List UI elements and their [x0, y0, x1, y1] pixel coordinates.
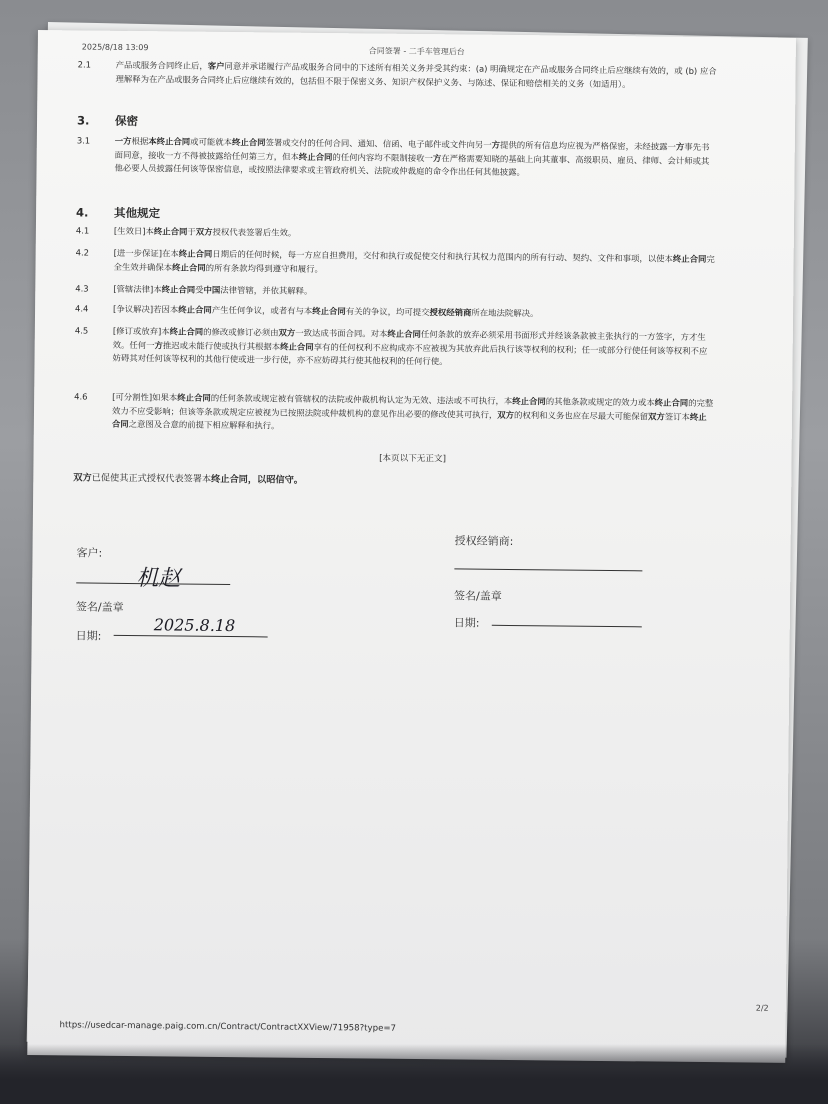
section-heading-other-provisions: 4. 其他规定	[76, 205, 161, 221]
clause-number: 4.2	[75, 247, 90, 258]
clause-number: 4.6	[74, 391, 88, 402]
customer-signature: 机赵	[136, 566, 181, 592]
print-header-title: 合同签署 - 二手车管理后台	[368, 46, 465, 57]
clause-number: 2.1	[77, 59, 92, 70]
dealer-date-label: 日期:	[453, 616, 480, 630]
customer-date-value: 2025.8.18	[153, 615, 236, 636]
section-heading-confidentiality: 3. 保密	[76, 113, 139, 129]
no-further-text-note: [本页以下无正文]	[379, 453, 447, 465]
print-datetime: 2025/8/18 13:09	[81, 42, 149, 53]
clause-number: 3.1	[76, 135, 91, 146]
clause-4-4: 4.4 [争议解决]若因本终止合同产生任何争议，或者有与本终止合同有关的争议，均可提交授权经销商所在地法院解决。	[75, 303, 539, 319]
clause-number: 4.1	[75, 225, 90, 236]
print-url: https://usedcar-manage.paig.com.cn/Contract/ContractXXView/71958?type=7	[59, 1020, 397, 1034]
clause-4-6: 4.6 [可分割性]如果本终止合同的任何条款或规定被有管辖权的法院或仲裁机构认定为无效、违法或不可执行，本终止合同的其他条款或规定的效力或本终止合同的完整效力不应受影响；但该等条款或规定应被视为已按照法院或仲裁机构的意见作出必要的修改使其可执行，双方的权利和义务也应在尽最大可能保留双方签订本终止合同之意图及合意的前提下相应解释和执行。	[74, 391, 714, 431]
page-number: 2/2	[755, 1003, 769, 1013]
clause-number: 4.5	[74, 325, 89, 336]
clause-4-5: 4.5 [修订或放弃]本终止合同的修改或修订必须由双方一致达成书面合同。对本终止合同任何条款的放弃必须采用书面形式并经该条款被主张执行的一方签字，方才生效。任何一方推迟或未能行使或执行其根据本终止合同享有的任何权利不应构成亦不应被视为其放弃此后执行该等权利的权利；任一或部分行使任何该等权利不应妨碍其对任何该等权利的其他行使或进一步行使，亦不应妨碍其行使其他权利的任何行使。	[74, 325, 708, 367]
clause-number: 4.3	[75, 283, 89, 294]
clause-number: 4.4	[75, 303, 89, 314]
clause-4-3: 4.3 [管辖法律]本终止合同受中国法律管辖，并依其解释。	[75, 283, 313, 296]
dealer-label: 授权经销商:	[454, 534, 514, 549]
dealer-sign-seal-label: 签名/盖章	[454, 589, 502, 603]
clause-2-1: 2.1 产品或服务合同终止后，客户同意并承诺履行产品或服务合同中的下述所有相关义务并受其约束：(a) 明确规定在产品或服务合同终止后应继续有效的，或 (b) 应合理解释为在产品或服务合同终止后应继续有效的，包括但不限于保密义务、知识产权保护义务、与陈述、保证和赔偿相关的义务（如适用）。	[77, 59, 717, 89]
contract-page	[27, 30, 796, 1063]
customer-date-line	[114, 635, 268, 638]
background-shadow	[0, 1044, 828, 1104]
clause-4-2: 4.2 [进一步保证]在本终止合同日期后的任何时候，每一方应自担费用，交付和执行或促使交付和执行其权力范围内的所有行动、契约、文件和事项，以使本终止合同完全生效并确保本终止合同的所有条款均得到遵守和履行。	[75, 247, 715, 274]
clause-4-1: 4.1 [生效日]本终止合同于双方授权代表签署后生效。	[75, 225, 297, 238]
dealer-signature-line	[454, 568, 642, 571]
customer-date-label: 日期:	[75, 629, 102, 643]
clause-3-1: 3.1 一方根据本终止合同或可能就本终止合同签署或交付的任何合同、通知、信函、电子邮件或文件向另一方提供的所有信息均应视为严格保密，未经披露一方事先书面同意，接收一方不得被披露给任何第三方，但本终止合同的任何内容均不限制接收一方在严格需要知晓的基础上向其董事、高级职员、雇员、律师、会计师或其他必要人员披露任何该等保密信息，或按照法律要求或主管政府机关、法院或仲裁庭的命令作出任何其他披露。	[76, 135, 710, 178]
witness-statement: 双方已促使其正式授权代表签署本终止合同，以昭信守。	[73, 472, 304, 486]
dealer-date-line	[492, 625, 642, 628]
customer-sign-seal-label: 签名/盖章	[75, 600, 124, 614]
customer-label: 客户:	[76, 546, 103, 560]
